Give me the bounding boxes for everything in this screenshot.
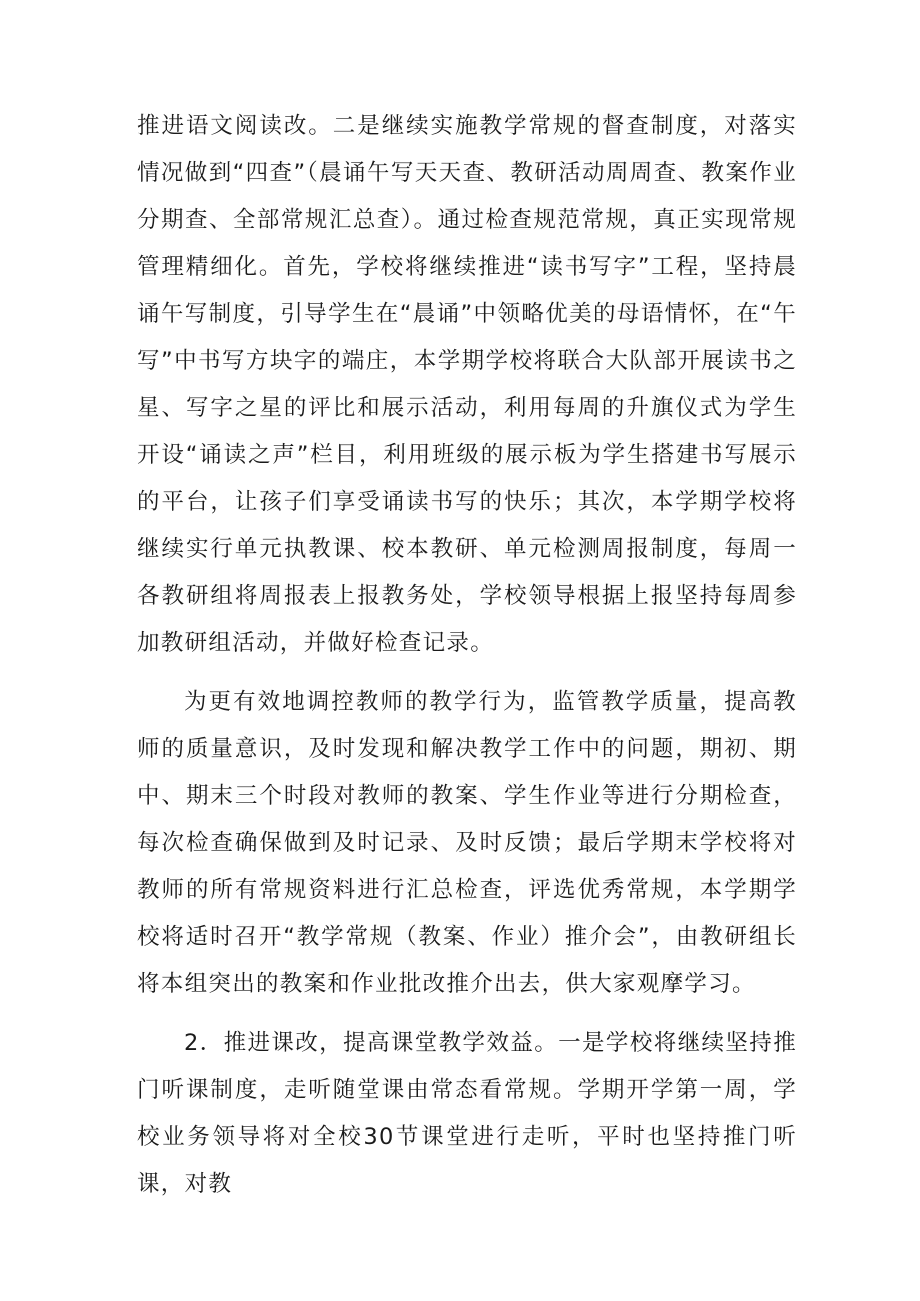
paragraph-teacher-supervision: 为更有效地调控教师的教学行为，监管教学质量，提高教师的质量意识，及时发现和解决教学工作中的问题，期初、期中、期末三个时段对教师的教案、学生作业等进行分期检查，每次检查确保做到及时记录、及时反馈；最后学期末学校将对教师的所有常规资料进行汇总检查，评选优秀常规，本学期学校将适时召开“教学常规（教案、作业）推介会”，由教研组长将本组突出的教案和作业批改推介出去，供大家观摩学习。 [137, 689, 797, 997]
paragraph-curriculum-reform: 2．推进课改，提高课堂教学效益。一是学校将继续坚持推门听课制度，走听随堂课由常态看常规。学期开学第一周，学校业务领导将对全校30节课堂进行走听，平时也坚持推门听课，对教 [137, 1030, 797, 1197]
paragraph-continuation: 推进语文阅读改。二是继续实施教学常规的督查制度，对落实情况做到“四查”（晨诵午写天天查、教研活动周周查、教案作业分期查、全部常规汇总查）。通过检查规范常规，真正实现常规管理精细化。首先，学校将继续推进“读书写字”工程，坚持晨诵午写制度，引导学生在“晨诵”中领略优美的母语情怀，在“午写”中书写方块字的端庄，本学期学校将联合大队部开展读书之星、写字之星的评比和展示活动，利用每周的升旗仪式为学生开设“诵读之声”栏目，利用班级的展示板为学生搭建书写展示的平台，让孩子们享受诵读书写的快乐；其次，本学期学校将继续实行单元执教课、校本教研、单元检测周报制度，每周一各教研组将周报表上报教务处，学校领导根据上报坚持每周参加教研组活动，并做好检查记录。 [137, 113, 797, 656]
body-text [137, 103, 797, 1208]
